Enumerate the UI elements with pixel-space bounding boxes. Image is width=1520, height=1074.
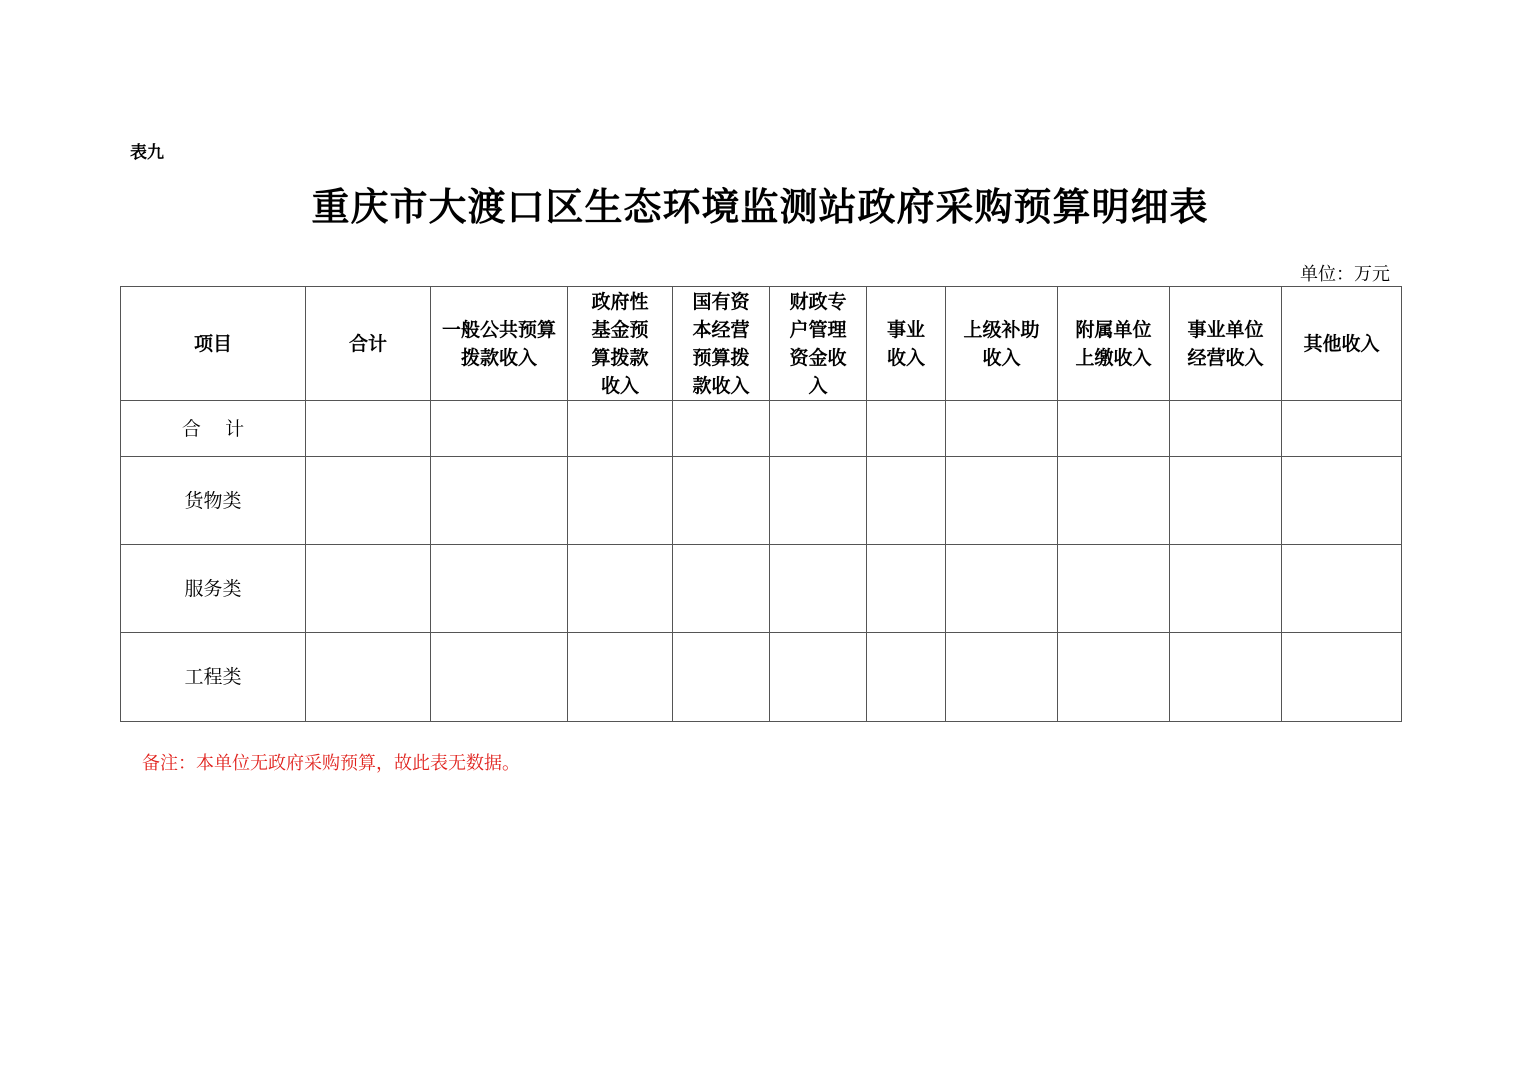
table-cell — [431, 545, 568, 633]
table-cell — [306, 545, 431, 633]
table-cell — [568, 545, 673, 633]
table-cell — [770, 633, 867, 722]
table-row — [121, 457, 1402, 545]
column-header: 附属单位上缴收入 — [1058, 287, 1170, 401]
table-cell — [306, 633, 431, 722]
table-cell — [770, 401, 867, 457]
table-cell — [1170, 633, 1282, 722]
row-label: 工程类 — [121, 633, 306, 722]
table-cell — [770, 457, 867, 545]
table-cell — [673, 401, 770, 457]
table-row — [121, 633, 1402, 722]
column-header: 政府性基金预算拨款收入 — [568, 287, 673, 401]
table-cell — [431, 457, 568, 545]
column-header: 上级补助收入 — [946, 287, 1058, 401]
table-cell — [1058, 545, 1170, 633]
table-cell — [431, 633, 568, 722]
table-cell — [946, 545, 1058, 633]
column-header: 国有资本经营预算拨款收入 — [673, 287, 770, 401]
table-cell — [867, 633, 946, 722]
table-cell — [673, 545, 770, 633]
table-cell — [867, 457, 946, 545]
table-cell — [431, 401, 568, 457]
table-cell — [946, 633, 1058, 722]
table-cell — [1170, 401, 1282, 457]
column-header: 项目 — [121, 287, 306, 401]
table-cell — [867, 401, 946, 457]
table-row — [121, 401, 1402, 457]
table-cell — [770, 545, 867, 633]
table-cell — [1282, 457, 1402, 545]
table-cell — [1058, 457, 1170, 545]
row-label: 货物类 — [121, 457, 306, 545]
table-cell — [1282, 633, 1402, 722]
unit-label: 单位：万元 — [1300, 264, 1390, 285]
page-title: 重庆市大渡口区生态环境监测站政府采购预算明细表 — [311, 184, 1209, 229]
table-cell — [867, 545, 946, 633]
table-cell — [946, 401, 1058, 457]
procurement-budget-table — [120, 286, 1402, 722]
table-cell — [673, 457, 770, 545]
table-header-row — [121, 287, 1402, 401]
table-cell — [568, 401, 673, 457]
table-cell — [306, 401, 431, 457]
table-cell — [946, 457, 1058, 545]
column-header: 合计 — [306, 287, 431, 401]
table-cell — [1058, 633, 1170, 722]
column-header: 事业收入 — [867, 287, 946, 401]
row-label: 合 计 — [121, 401, 306, 457]
table-cell — [1170, 545, 1282, 633]
footnote: 备注：本单位无政府采购预算，故此表无数据。 — [142, 753, 520, 774]
table-cell — [1282, 545, 1402, 633]
table-cell — [1282, 401, 1402, 457]
column-header: 财政专户管理资金收入 — [770, 287, 867, 401]
table-row — [121, 545, 1402, 633]
table-cell — [568, 633, 673, 722]
table-cell — [1058, 401, 1170, 457]
column-header: 事业单位经营收入 — [1170, 287, 1282, 401]
column-header: 一般公共预算拨款收入 — [431, 287, 568, 401]
column-header: 其他收入 — [1282, 287, 1402, 401]
table-cell — [306, 457, 431, 545]
table-cell — [1170, 457, 1282, 545]
row-label: 服务类 — [121, 545, 306, 633]
table-id: 表九 — [130, 143, 164, 163]
table-cell — [568, 457, 673, 545]
table-cell — [673, 633, 770, 722]
